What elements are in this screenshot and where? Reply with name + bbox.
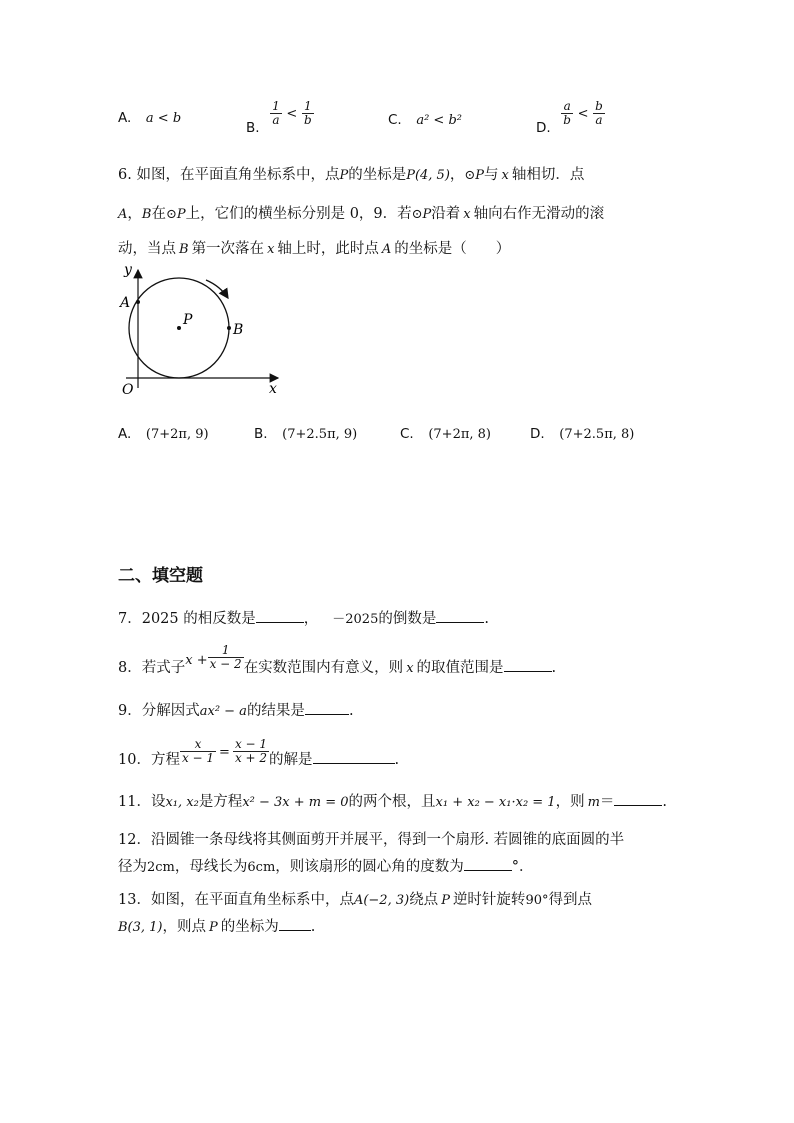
option-label: C. [388, 112, 402, 128]
q5-option-a[interactable] [118, 108, 181, 129]
q5-option-d[interactable]: D. $\frac{a}{b}$ < $\frac{b}{a}$ [536, 99, 603, 136]
q6-option-c[interactable]: C. (7+2π, 8) [400, 426, 491, 442]
q13-line-2: B(3, 1)，则点 P 的坐标为 . [118, 916, 315, 938]
label-a: A [120, 295, 131, 311]
fraction: $\frac{1}{a}$ [272, 99, 280, 127]
q12-line-2: 径为2cm，母线长为6cm，则该扇形的圆心角的度数为 °． [118, 856, 534, 878]
answer-blank[interactable] [279, 916, 311, 931]
q6-figure [112, 262, 292, 400]
q13-line-1: 13．如图，在平面直角坐标系中，点A(−2, 3)绕点 P 逆时针旋转90°得到点 [118, 892, 592, 908]
label-x: x [269, 381, 277, 397]
q6-line-2: A，B在⊙P上，它们的横坐标分别是 0，9．若⊙P沿着 x 轴向右作无滑动的滚 [118, 206, 605, 222]
option-label: A. [118, 110, 132, 126]
label-y: y [124, 262, 132, 278]
q12-line-1: 12．沿圆锥一条母线将其侧面剪开并展平，得到一个扇形. 若圆锥的底面圆的半 [118, 832, 625, 848]
label-p: P [183, 312, 193, 328]
answer-blank[interactable] [614, 791, 662, 806]
q7: 7．2025 的相反数是 ， －2025的倒数是 . [118, 608, 489, 630]
point-a [136, 300, 140, 304]
fraction: $\frac{b}{a}$ [595, 99, 603, 127]
q5-option-b[interactable]: B. $\frac{1}{a}$ < $\frac{1}{b}$ [246, 99, 312, 136]
q6-option-a[interactable]: A. (7+2π, 9) [118, 426, 209, 442]
q11: 11．设x₁, x₂是方程x² − 3x + m = 0的两个根，且x₁ + x₂ − x₁·x₂ = 1，则 m＝ . [118, 791, 667, 813]
section-title: 二、填空题 [118, 566, 203, 586]
q6-line-3: 动，当点 B 第一次落在 x 轴上时，此时点 A 的坐标是（ ） [118, 241, 511, 257]
option-label: D. [536, 119, 551, 136]
point-b [227, 326, 231, 330]
label-b: B [233, 322, 244, 338]
point-p [177, 326, 181, 330]
fraction: $\frac{x - 1}{x + 2}$ [234, 737, 268, 765]
option-expression: a² < b² [416, 113, 462, 128]
q6-option-d[interactable]: D. (7+2.5π, 8) [530, 426, 635, 442]
answer-blank[interactable] [256, 608, 304, 623]
option-expression: a < b [145, 111, 182, 126]
fraction: $\frac{a}{b}$ [563, 99, 571, 127]
answer-blank[interactable] [464, 856, 512, 871]
answer-blank[interactable] [305, 700, 349, 715]
q6-option-b[interactable]: B. (7+2.5π, 9) [254, 426, 358, 442]
q5-option-c[interactable] [388, 110, 462, 131]
fraction: $\frac{x}{x - 1}$ [181, 737, 215, 765]
q8: 8．若式子x + $\frac{1}{x - 2}$ 在实数范围内有意义，则 x 的取值范围是 . [118, 643, 557, 676]
q10: 10．方程 $\frac{x}{x - 1}$ = $\frac{x - 1}{x + 2}$ 的解是 . [118, 737, 400, 768]
option-label: B. [246, 119, 260, 136]
answer-blank[interactable] [436, 608, 484, 623]
label-o: O [122, 382, 134, 398]
answer-blank[interactable] [313, 749, 395, 764]
fraction: $\frac{1}{b}$ [303, 99, 312, 127]
q6-line-1: 6. 如图，在平面直角坐标系中，点P的坐标是P(4, 5)，⊙P与 x 轴相切．点 [118, 167, 585, 183]
fraction: $\frac{1}{x - 2}$ [209, 643, 242, 671]
answer-blank[interactable] [504, 657, 552, 672]
q9: 9．分解因式ax² − a的结果是 . [118, 700, 354, 722]
